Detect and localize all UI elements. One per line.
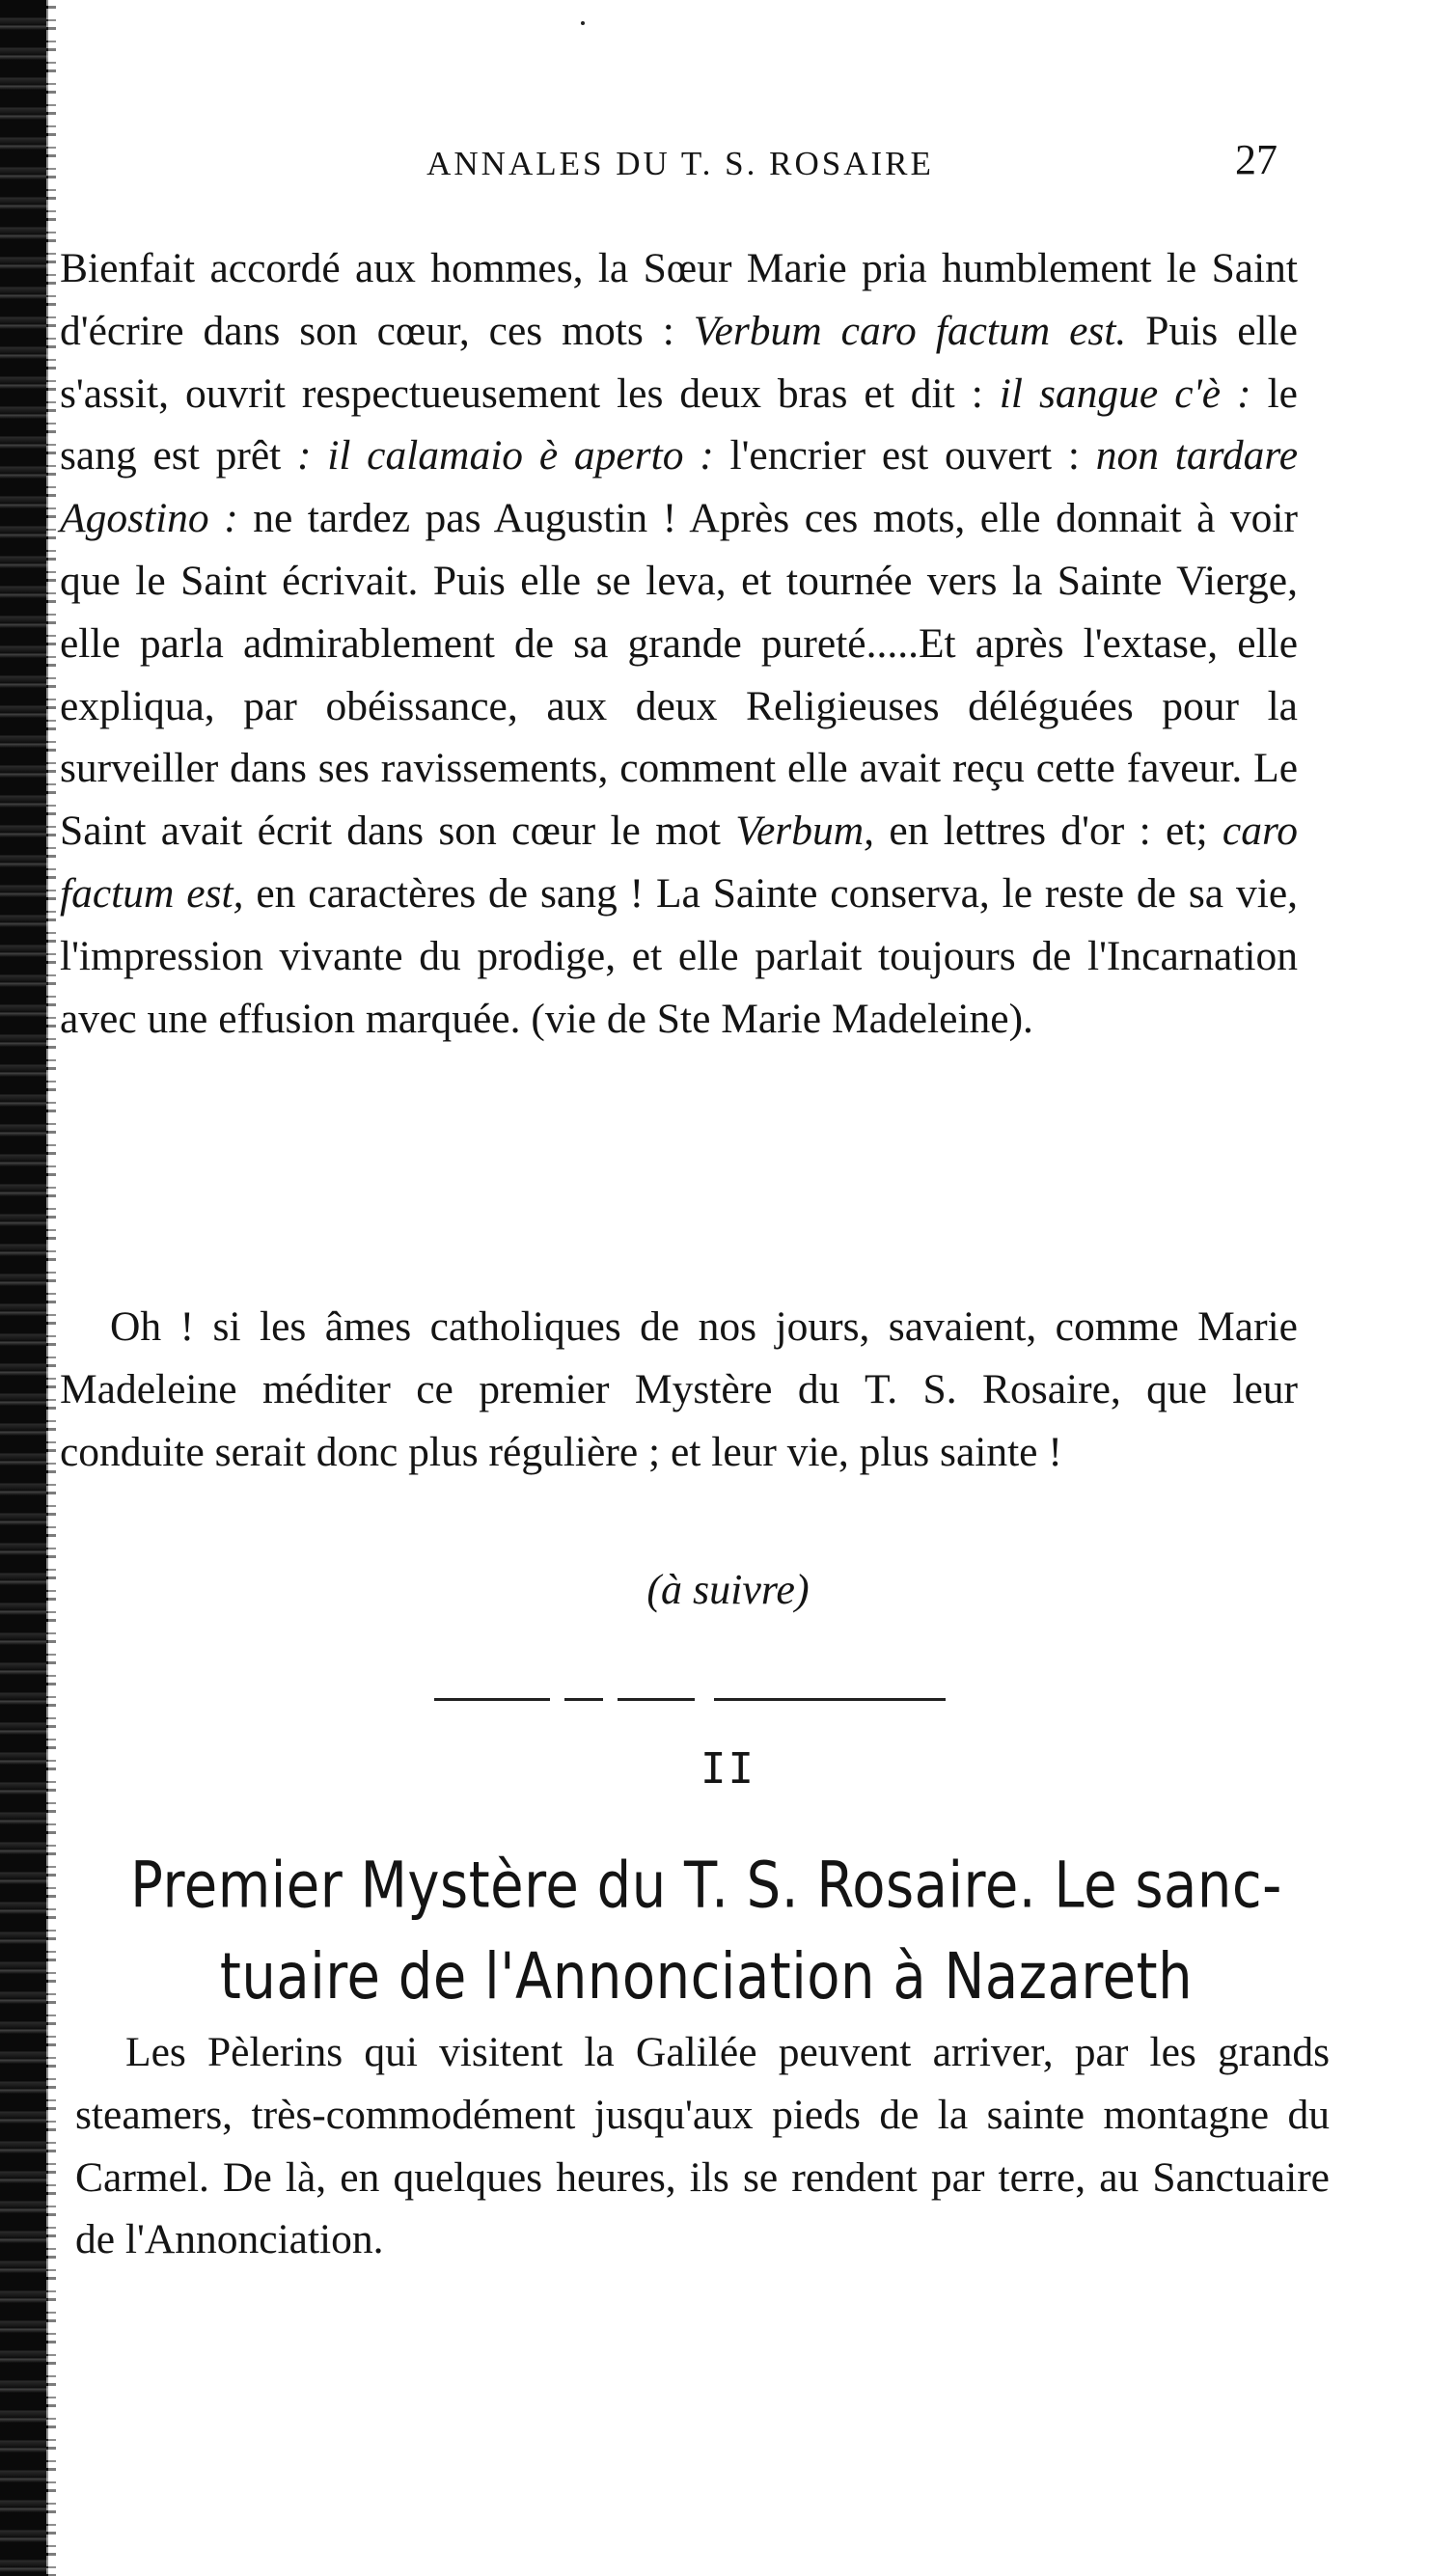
body-paragraph-3 (75, 2021, 1330, 2271)
ink-speck (581, 21, 585, 25)
section-numeral: II (701, 1744, 755, 1794)
body-paragraph-2 (60, 1296, 1298, 1483)
paragraph-text: Les Pèlerins qui visitent la Galilée peuvent arriver, par les grands steamers, très-commodément jusqu'aux pieds de la sainte montagne du Carmel. De là, en quelques heures, ils se rendent par terre, au Sanctuaire de l'Annonciation. (75, 2029, 1330, 2263)
section-heading-line-2: tuaire de l'Annonciation à Nazareth (219, 1939, 1194, 2014)
running-head: ANNALES DU T. S. ROSAIRE (426, 145, 934, 182)
page-number: 27 (1235, 136, 1277, 183)
to-be-continued: (à suivre) (646, 1566, 810, 1613)
section-heading (60, 1841, 1353, 2023)
book-spine-shadow (0, 0, 48, 2576)
page-gutter-edge (46, 0, 56, 2576)
body-paragraph-1 (60, 237, 1298, 1050)
section-heading-line-1: Premier Mystère du T. S. Rosaire. Le sanc- (130, 1849, 1282, 1923)
paragraph-text: Bienfait accordé aux hommes, la Sœur Marie pria humblement le Saint d'écrire dans son cœur, ces mots : Verbum caro factum est. Puis elle s'assit, ouvrit respectueusement les deux bras et dit : il sangue c'è : le sang est prêt : il calamaio è aperto : l'encrier est ouvert : non tardare Agostino : ne tardez pas Augustin ! Après ces mots, elle donnait à voir que le Saint écrivait. Puis elle se leva, et tournée vers la Sainte Vierge, elle parla admirablement de sa grande pureté.....Et après l'extase, elle expliqua, par obéissance, aux deux Religieuses déléguées pour la surveiller dans ses ravissements, comment elle avait reçu cette faveur. Le Saint avait écrit dans son cœur le mot Verbum, en lettres d'or : et; caro factum est, en caractères de sang ! La Sainte conserva, le reste de sa vie, l'impression vivante du prodige, et elle parlait toujours de l'Incarnation avec une effusion marquée. (vie de Ste Marie Madeleine). (60, 245, 1299, 1042)
paragraph-text: Oh ! si les âmes catholiques de nos jours, savaient, comme Marie Madeleine méditer ce premier Mystère du T. S. Rosaire, que leur conduite serait donc plus régulière ; et leur vie, plus sainte ! (60, 1303, 1298, 1475)
section-divider (434, 1698, 946, 1701)
